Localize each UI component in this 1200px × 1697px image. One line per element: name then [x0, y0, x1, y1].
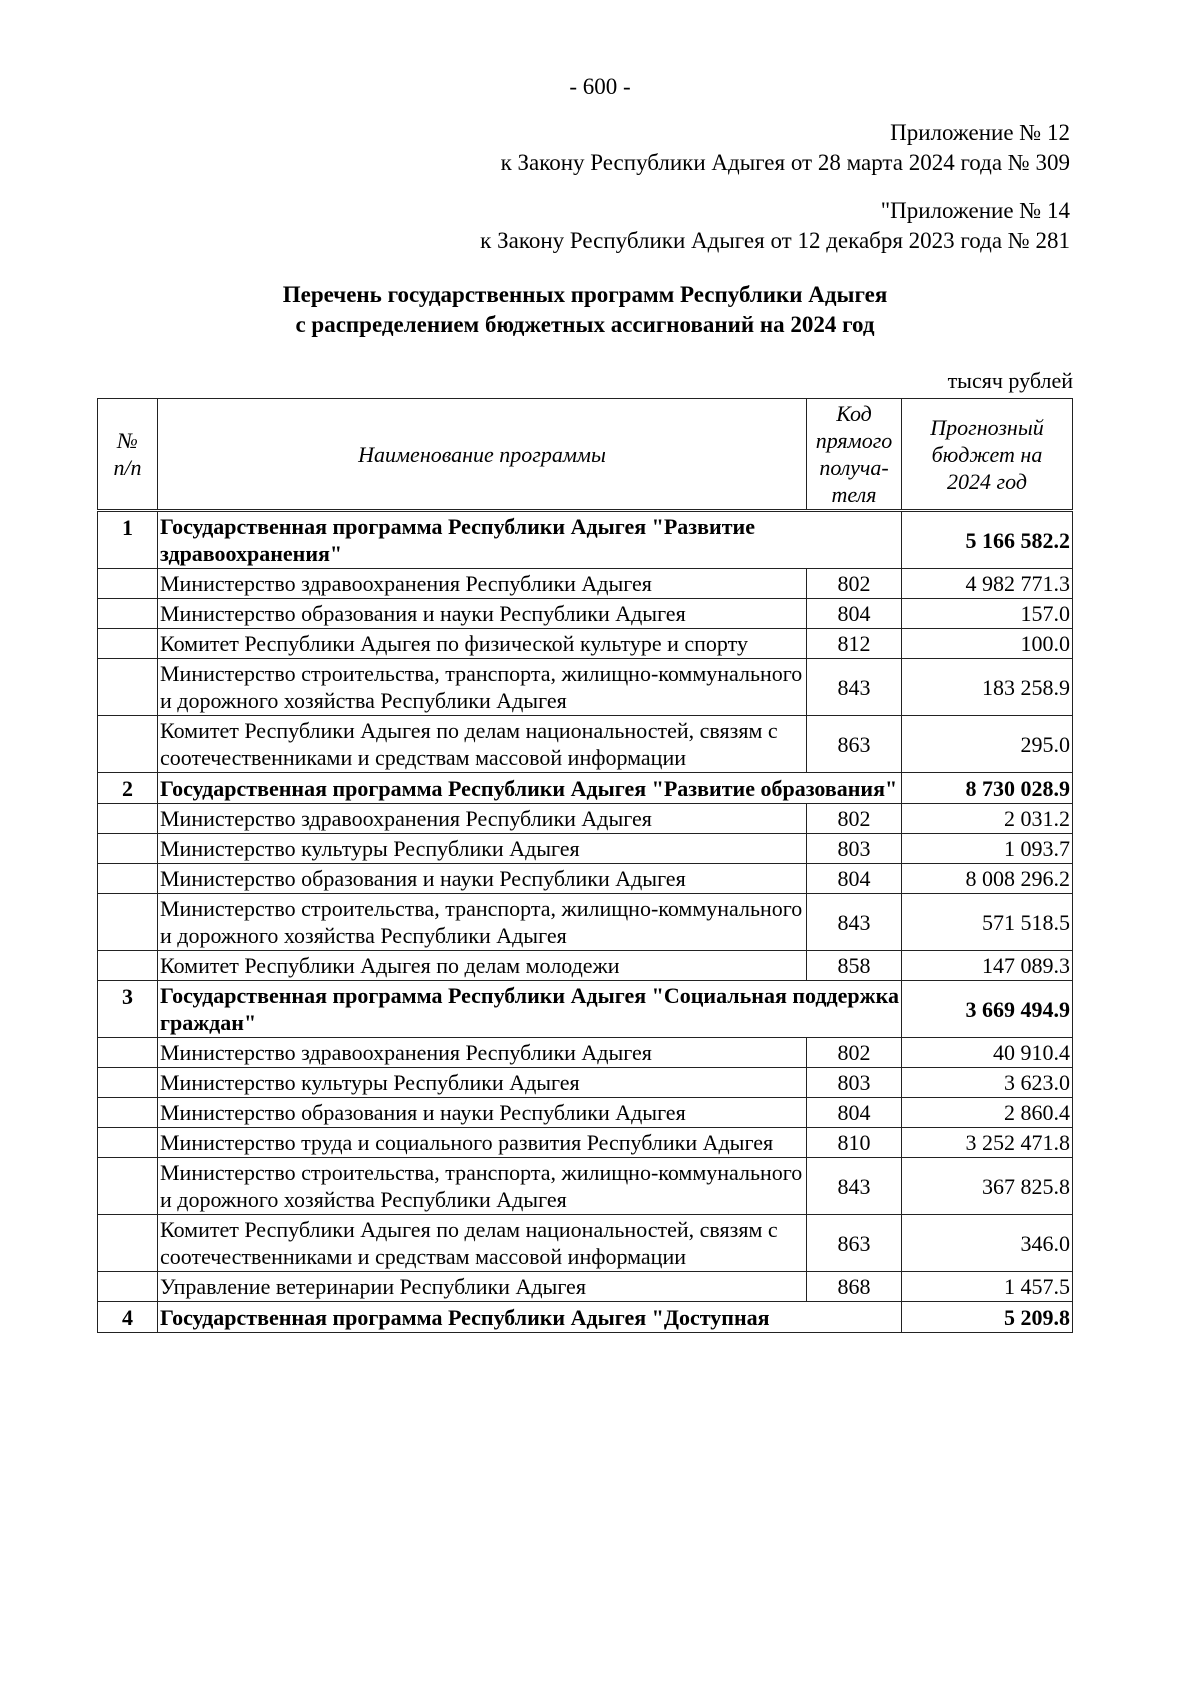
recipient-code: 804: [807, 1098, 902, 1128]
recipient-row: [98, 1068, 1073, 1098]
recipient-row: [98, 1038, 1073, 1068]
recipient-name: Комитет Республики Адыгея по делам национальностей, связям с соотечественниками и средствам массовой информации: [158, 716, 807, 773]
header-code-line: теля: [831, 482, 877, 507]
recipient-name: Комитет Республики Адыгея по делам национальностей, связям с соотечественниками и средствам массовой информации: [158, 1215, 807, 1272]
recipient-row: [98, 834, 1073, 864]
recipient-code: 802: [807, 804, 902, 834]
recipient-row: [98, 599, 1073, 629]
recipient-row: [98, 804, 1073, 834]
recipient-amount: 2 860.4: [902, 1098, 1073, 1128]
program-name: Государственная программа Республики Адыгея "Социальная поддержка граждан": [158, 981, 902, 1038]
program-row: [98, 981, 1073, 1038]
recipient-amount: 571 518.5: [902, 894, 1073, 951]
header-num: [98, 399, 158, 511]
program-number: 4: [98, 1302, 158, 1333]
recipient-code: 868: [807, 1272, 902, 1302]
program-name: Государственная программа Республики Адыгея "Развитие здравоохранения": [158, 511, 902, 569]
recipient-row: [98, 629, 1073, 659]
recipient-code: 803: [807, 834, 902, 864]
recipient-code: 803: [807, 1068, 902, 1098]
program-name: Государственная программа Республики Адыгея "Доступная: [158, 1302, 902, 1333]
recipient-amount: 346.0: [902, 1215, 1073, 1272]
recipient-num-cell: [98, 629, 158, 659]
recipient-code: 812: [807, 629, 902, 659]
header-name: Наименование программы: [158, 399, 807, 511]
header-code-line: прямого: [815, 428, 893, 453]
recipient-row: [98, 1158, 1073, 1215]
recipient-row: [98, 1272, 1073, 1302]
recipient-amount: 2 031.2: [902, 804, 1073, 834]
recipient-amount: 3 623.0: [902, 1068, 1073, 1098]
document-title-line-1: Перечень государственных программ Республики Адыгея: [282, 282, 888, 307]
recipient-num-cell: [98, 1128, 158, 1158]
appendix-previous: [480, 196, 1070, 256]
recipient-amount: 157.0: [902, 599, 1073, 629]
program-number: 2: [98, 773, 158, 804]
header-amount-line: бюджет на: [931, 441, 1043, 467]
recipient-code: 863: [807, 716, 902, 773]
recipient-row: [98, 569, 1073, 599]
recipient-num-cell: [98, 894, 158, 951]
program-amount: 3 669 494.9: [902, 981, 1073, 1038]
appendix-previous-law: к Закону Республики Адыгея от 12 декабря 2023 года № 281: [480, 228, 1070, 253]
page-number: - 600 -: [569, 74, 631, 99]
header-amount: [902, 399, 1073, 511]
document-title-line-2: с распределением бюджетных ассигнований на 2024 год: [295, 312, 875, 337]
recipient-amount: 295.0: [902, 716, 1073, 773]
program-name: Государственная программа Республики Адыгея "Развитие образования": [158, 773, 902, 804]
recipient-code: 804: [807, 599, 902, 629]
appendix-current-law: к Закону Республики Адыгея от 28 марта 2024 года № 309: [500, 150, 1070, 175]
recipient-code: 863: [807, 1215, 902, 1272]
recipient-name: Министерство здравоохранения Республики Адыгея: [158, 1038, 807, 1068]
appendix-current: [501, 118, 1070, 178]
recipient-code: 843: [807, 659, 902, 716]
recipient-num-cell: [98, 834, 158, 864]
recipient-name: Министерство труда и социального развития Республики Адыгея: [158, 1128, 807, 1158]
recipient-amount: 8 008 296.2: [902, 864, 1073, 894]
recipient-num-cell: [98, 804, 158, 834]
program-amount: 8 730 028.9: [902, 773, 1073, 804]
recipient-amount: 40 910.4: [902, 1038, 1073, 1068]
header-code: [807, 399, 902, 511]
recipient-amount: 367 825.8: [902, 1158, 1073, 1215]
recipient-code: 810: [807, 1128, 902, 1158]
recipient-name: Министерство образования и науки Республики Адыгея: [158, 1098, 807, 1128]
recipient-amount: 1 093.7: [902, 834, 1073, 864]
recipient-num-cell: [98, 951, 158, 981]
recipient-row: [98, 864, 1073, 894]
recipient-num-cell: [98, 1038, 158, 1068]
appendix-current-number: Приложение № 12: [890, 120, 1070, 145]
recipient-amount: 183 258.9: [902, 659, 1073, 716]
recipient-amount: 147 089.3: [902, 951, 1073, 981]
recipient-num-cell: [98, 659, 158, 716]
recipient-name: Министерство строительства, транспорта, жилищно-коммунального и дорожного хозяйства Республики Адыгея: [158, 1158, 807, 1215]
recipient-num-cell: [98, 569, 158, 599]
recipient-name: Министерство культуры Республики Адыгея: [158, 834, 807, 864]
recipient-code: 843: [807, 894, 902, 951]
recipient-row: [98, 1215, 1073, 1272]
recipient-num-cell: [98, 1158, 158, 1215]
recipient-name: Министерство образования и науки Республики Адыгея: [158, 864, 807, 894]
budget-table-body: [98, 511, 1073, 1333]
recipient-row: [98, 659, 1073, 716]
recipient-amount: 1 457.5: [902, 1272, 1073, 1302]
program-row: [98, 511, 1073, 569]
program-row: [98, 1302, 1073, 1333]
recipient-row: [98, 716, 1073, 773]
header-num-line: №: [117, 428, 138, 453]
units-label: тысяч рублей: [947, 368, 1073, 393]
program-number: 1: [98, 511, 158, 569]
recipient-code: 804: [807, 864, 902, 894]
recipient-num-cell: [98, 1068, 158, 1098]
header-code-line: Код: [836, 401, 872, 426]
header-amount-line: 2024 год: [947, 468, 1027, 494]
recipient-num-cell: [98, 716, 158, 773]
recipient-row: [98, 894, 1073, 951]
program-amount: 5 209.8: [902, 1302, 1073, 1333]
recipient-amount: 4 982 771.3: [902, 569, 1073, 599]
recipient-name: Управление ветеринарии Республики Адыгея: [158, 1272, 807, 1302]
recipient-name: Комитет Республики Адыгея по делам молодежи: [158, 951, 807, 981]
recipient-num-cell: [98, 1215, 158, 1272]
recipient-amount: 3 252 471.8: [902, 1128, 1073, 1158]
recipient-amount: 100.0: [902, 629, 1073, 659]
recipient-name: Министерство культуры Республики Адыгея: [158, 1068, 807, 1098]
appendix-previous-number: "Приложение № 14: [880, 198, 1070, 223]
recipient-name: Министерство здравоохранения Республики Адыгея: [158, 569, 807, 599]
document-title: [0, 280, 1170, 340]
recipient-name: Министерство образования и науки Республики Адыгея: [158, 599, 807, 629]
recipient-num-cell: [98, 864, 158, 894]
table-header-row: [98, 399, 1073, 511]
recipient-row: [98, 951, 1073, 981]
recipient-name: Министерство строительства, транспорта, жилищно-коммунального и дорожного хозяйства Республики Адыгея: [158, 659, 807, 716]
recipient-num-cell: [98, 599, 158, 629]
recipient-code: 802: [807, 1038, 902, 1068]
recipient-num-cell: [98, 1272, 158, 1302]
header-amount-line: Прогнозный: [930, 414, 1044, 440]
header-num-line: п/п: [113, 455, 142, 480]
header-code-line: получа-: [819, 455, 889, 480]
recipient-row: [98, 1098, 1073, 1128]
recipient-name: Комитет Республики Адыгея по физической культуре и спорту: [158, 629, 807, 659]
budget-table: [97, 398, 1073, 1333]
recipient-row: [98, 1128, 1073, 1158]
program-amount: 5 166 582.2: [902, 511, 1073, 569]
recipient-code: 843: [807, 1158, 902, 1215]
recipient-code: 802: [807, 569, 902, 599]
recipient-name: Министерство строительства, транспорта, жилищно-коммунального и дорожного хозяйства Республики Адыгея: [158, 894, 807, 951]
program-number: 3: [98, 981, 158, 1038]
recipient-num-cell: [98, 1098, 158, 1128]
recipient-code: 858: [807, 951, 902, 981]
recipient-name: Министерство здравоохранения Республики Адыгея: [158, 804, 807, 834]
program-row: [98, 773, 1073, 804]
